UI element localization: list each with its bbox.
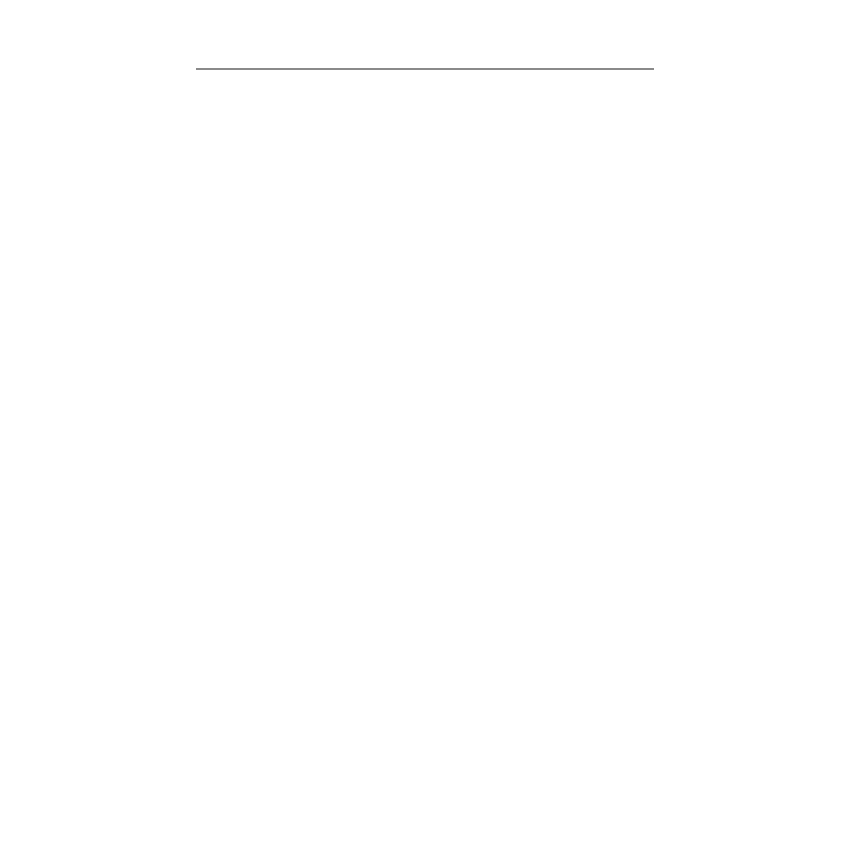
running-head: [196, 46, 654, 70]
